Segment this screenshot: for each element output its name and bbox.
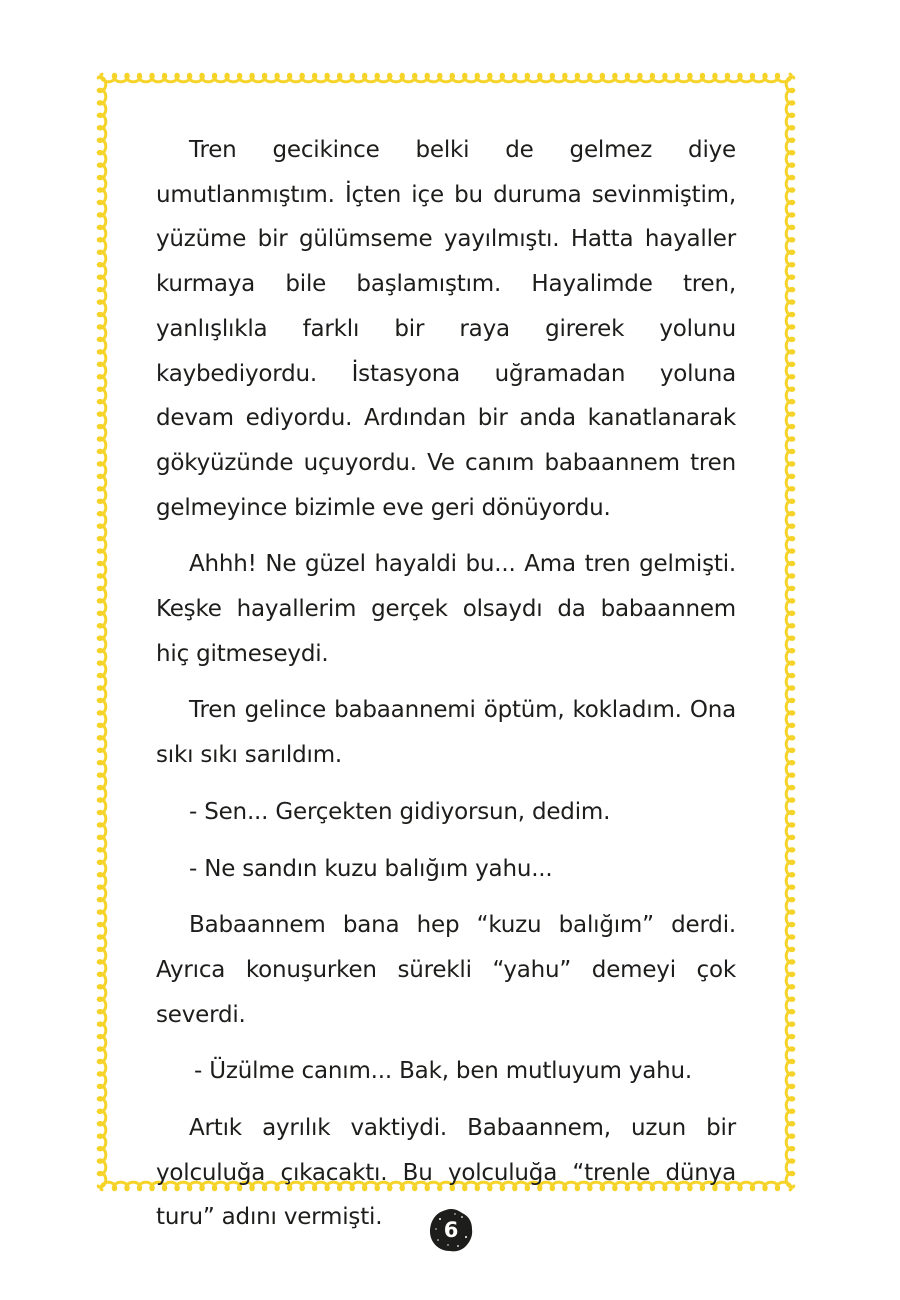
paragraph-journey: Artık ayrılık vaktiydi. Babaannem, uzun bir yolculuğa çıkacaktı. Bu yolculuğa “trenle dünya turu” adını vermişti. xyxy=(156,1115,736,1231)
paragraph-daydream: Tren gecikince belki de gelmez diye umutlanmıştım. İçten içe bu duruma sevinmiştim, yüzüme bir gülümseme yayılmıştı. Hatta hayaller kurmaya bile başlamıştım. Hayalimde tren, yanlışlıkla farklı bir raya girerek yolunu kaybediyordu. İstasyona uğramadan yoluna devam ediyordu. Ardından bir anda kanatlanarak gökyüzünde uçuyordu. Ve canım babaannem tren gelmeyince bizimle eve geri dönüyordu. xyxy=(156,137,736,521)
dialog-line-grandma-2: - Üzülme canım... Bak, ben mutluyum yahu. xyxy=(194,1058,693,1085)
paragraph-arrival: Ahhh! Ne güzel hayaldi bu... Ama tren gelmişti. Keşke hayallerim gerçek olsaydı da babaannem hiç gitmeseydi. xyxy=(156,551,736,667)
page-number-badge xyxy=(428,1207,474,1253)
dialog-line-grandma: - Ne sandın kuzu balığım yahu... xyxy=(189,855,553,882)
story-text xyxy=(156,128,736,1252)
paragraph-hug: Tren gelince babaannemi öptüm, kokladım. Ona sıkı sıkı sarıldım. xyxy=(156,697,736,769)
border-loop-segment xyxy=(101,74,791,82)
border-loop-segment xyxy=(786,77,794,1187)
paragraph-habits: Babaannem bana hep “kuzu balığım” derdi. Ayrıca konuşurken sürekli “yahu” demeyi çok severdi. xyxy=(156,912,736,1028)
page-number: 6 xyxy=(443,1217,459,1242)
border-loop-segment xyxy=(98,77,106,1187)
dialog-line-child: - Sen... Gerçekten gidiyorsun, dedim. xyxy=(189,798,611,825)
